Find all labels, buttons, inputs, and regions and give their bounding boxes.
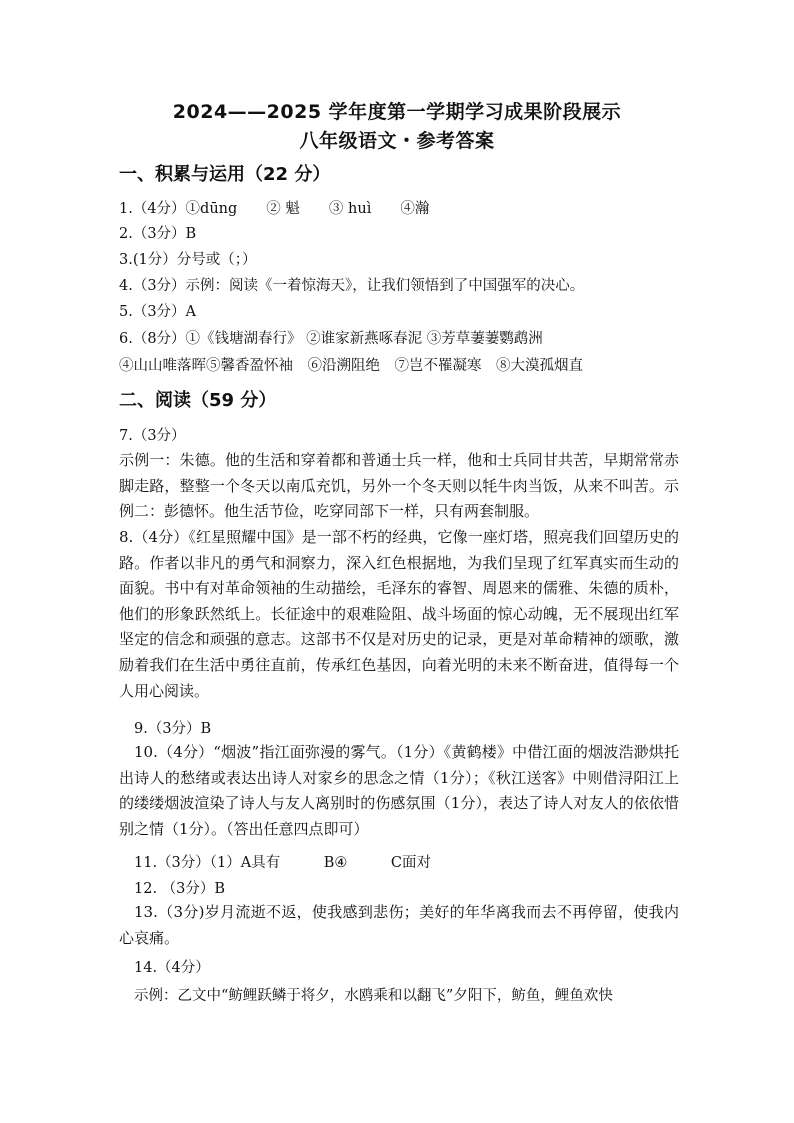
answer-q12: 12. （3分）B bbox=[134, 881, 226, 897]
page-title: 2024——2025 学年度第一学期学习成果阶段展示 bbox=[172, 101, 622, 123]
answer-q11: 11.（3分）（1）A具有 B④ C面对 bbox=[134, 855, 431, 871]
answer-q13 bbox=[119, 900, 679, 951]
answer-q7-body: 示例一：朱德。他的生活和穿着都和普通士兵一样，他和士兵同甘共苦，早期常常赤脚走路，整整一个冬天以南瓜充饥，另外一个冬天则以牦牛肉当饭，从来不叫苦。示例二：彭德怀。他生活节俭，吃穿同部下一样，只有两套制服。 bbox=[119, 451, 679, 521]
answer-q10-text: 10.（4分）“烟波”指江面弥漫的雾气。（1分）《黄鹤楼》中借江面的烟波浩渺烘托出诗人的愁绪或表达出诗人对家乡的思念之情（1分）；《秋江送客》中则借浔阳江上的缕缕烟波渲染了诗人与友人离别时的伤感氛围（1分），表达了诗人对友人的依依惜别之情（1分）。（答出任意四点即可） bbox=[119, 743, 679, 838]
answer-q13-text: 13.（3分)岁月流逝不返，使我感到悲伤；美好的年华离我而去不再停留，使我内心哀痛。 bbox=[119, 903, 679, 947]
answer-q6-line2: ④山山唯落晖⑤馨香盈怀袖 ⑥沿溯阻绝 ⑦岂不罹凝寒 ⑧大漠孤烟直 bbox=[119, 358, 583, 374]
answer-q3: 3.(1分）分号或（；） bbox=[119, 252, 257, 268]
section-heading-1: 一、积累与运用（22 分） bbox=[119, 164, 331, 185]
answer-q4: 4.（3分）示例：阅读《一着惊海天》，让我们领悟到了中国强军的决心。 bbox=[119, 278, 585, 294]
section-heading-2: 二、阅读（59 分） bbox=[119, 390, 277, 411]
answer-q9: 9.（3分）B bbox=[134, 721, 212, 737]
answer-q6-line1: 6.（8分）①《钱塘湖春行》 ②谁家新燕啄春泥 ③芳草萋萋鹦鹉洲 bbox=[119, 331, 543, 347]
answer-q1: 1.（4分）①dūng ② 魁 ③ huì ④瀚 bbox=[119, 201, 430, 217]
answer-q10 bbox=[119, 740, 679, 842]
answer-q7-head: 7.（3分） bbox=[119, 428, 186, 444]
answer-q8: 8.（4分）《红星照耀中国》是一部不朽的经典，它像一座灯塔，照亮我们回望历史的路。作者以非凡的勇气和洞察力，深入红色根据地，为我们呈现了红军真实而生动的面貌。书中有对革命领袖的生动描绘，毛泽东的睿智、周恩来的儒雅、朱德的质朴，他们的形象跃然纸上。长征途中的艰难险阻、战斗场面的惊心动魄，无不展现出红军坚定的信念和顽强的意志。这部书不仅是对历史的记录，更是对革命精神的颂歌，激励着我们在生活中勇往直前，传承红色基因，向着光明的未来不断奋进，值得每一个人用心阅读。 bbox=[119, 528, 679, 700]
answer-q14-head: 14.（4分） bbox=[134, 960, 210, 976]
answer-q5: 5.（3分）A bbox=[119, 304, 197, 320]
answer-q14-body: 示例：乙文中“鲂鲤跃鳞于将夕，水鸥乘和以翻飞”夕阳下，鲂鱼，鲤鱼欢快 bbox=[134, 988, 613, 1004]
page-subtitle: 八年级语文・参考答案 bbox=[299, 130, 495, 152]
answer-q2: 2.（3分）B bbox=[119, 226, 197, 242]
